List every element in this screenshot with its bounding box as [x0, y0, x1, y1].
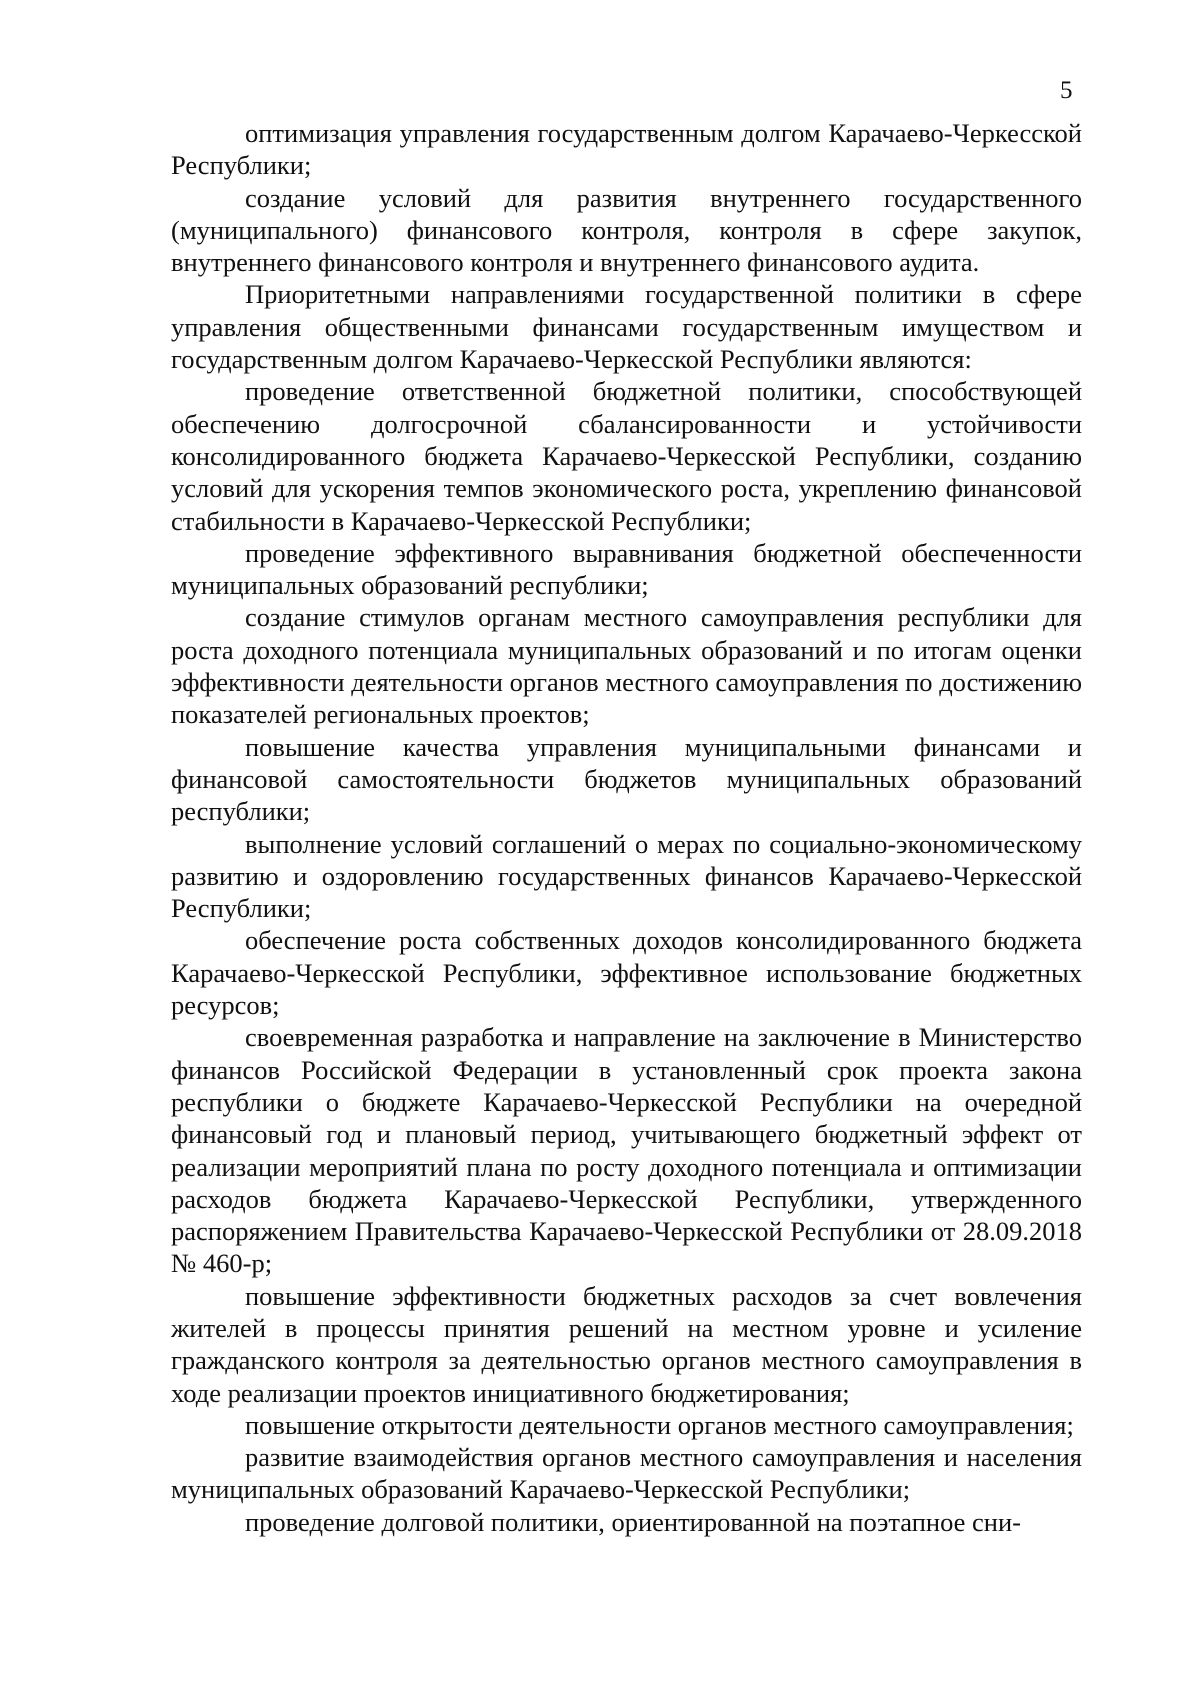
- paragraph: создание стимулов органам местного самоуправления республики для роста доходного потенциала муниципальных образований и по итогам оценки эффективности деятельности органов местного самоуправления по достижению показателей региональных проектов;: [171, 602, 1082, 730]
- paragraph: повышение эффективности бюджетных расходов за счет вовлечения жителей в процессы принятия решений на местном уровне и усиление гражданского контроля за деятельностью органов местного самоуправления в ходе реализации проектов инициативного бюджетирования;: [171, 1280, 1082, 1408]
- paragraph: проведение ответственной бюджетной политики, способствующей обеспечению долгосрочной сбалансированности и устойчивости консолидированного бюджета Карачаево-Черкесской Республики, созданию условий для ускорения темпов экономического роста, укреплению финансовой стабильности в Карачаево-Черкесской Республики;: [171, 376, 1082, 536]
- paragraph: выполнение условий соглашений о мерах по социально-экономическому развитию и оздоровлению государственных финансов Карачаево-Черкесской Республики;: [171, 828, 1082, 924]
- paragraph: развитие взаимодействия органов местного самоуправления и населения муниципальных образований Карачаево-Черкесской Республики;: [171, 1442, 1082, 1505]
- paragraph: создание условий для развития внутреннего государственного (муниципального) финансового контроля, контроля в сфере закупок, внутреннего финансового контроля и внутреннего финансового аудита.: [171, 182, 1082, 278]
- page-number: 5: [1060, 77, 1073, 104]
- paragraph: проведение эффективного выравнивания бюджетной обеспеченности муниципальных образований республики;: [171, 537, 1082, 601]
- paragraph: повышение качества управления муниципальными финансами и финансовой самостоятельности бюджетов муниципальных образований республики;: [171, 731, 1082, 827]
- document-body: [171, 117, 1082, 1538]
- paragraph: Приоритетными направлениями государственной политики в сфере управления общественными финансами государственным имуществом и государственным долгом Карачаево-Черкесской Республики являются:: [171, 279, 1082, 375]
- paragraph: обеспечение роста собственных доходов консолидированного бюджета Карачаево-Черкесской Республики, эффективное использование бюджетных ресурсов;: [171, 925, 1082, 1021]
- paragraph: своевременная разработка и направление на заключение в Министерство финансов Российской Федерации в установленный срок проекта закона республики о бюджете Карачаево-Черкесской Республики на очередной финансовый год и плановый период, учитывающего бюджетный эффект от реализации мероприятий плана по росту доходного потенциала и оптимизации расходов бюджета Карачаево-Черкесской Республики, утвержденного распоряжением Правительства Карачаево-Черкесской Республики от 28.09.2018 № 460-р;: [171, 1022, 1082, 1279]
- paragraph: оптимизация управления государственным долгом Карачаево-Черкесской Республики;: [171, 118, 1082, 181]
- paragraph: повышение открытости деятельности органов местного самоуправления;: [245, 1409, 1074, 1440]
- paragraph: проведение долговой политики, ориентированной на поэтапное сни-: [245, 1506, 1021, 1537]
